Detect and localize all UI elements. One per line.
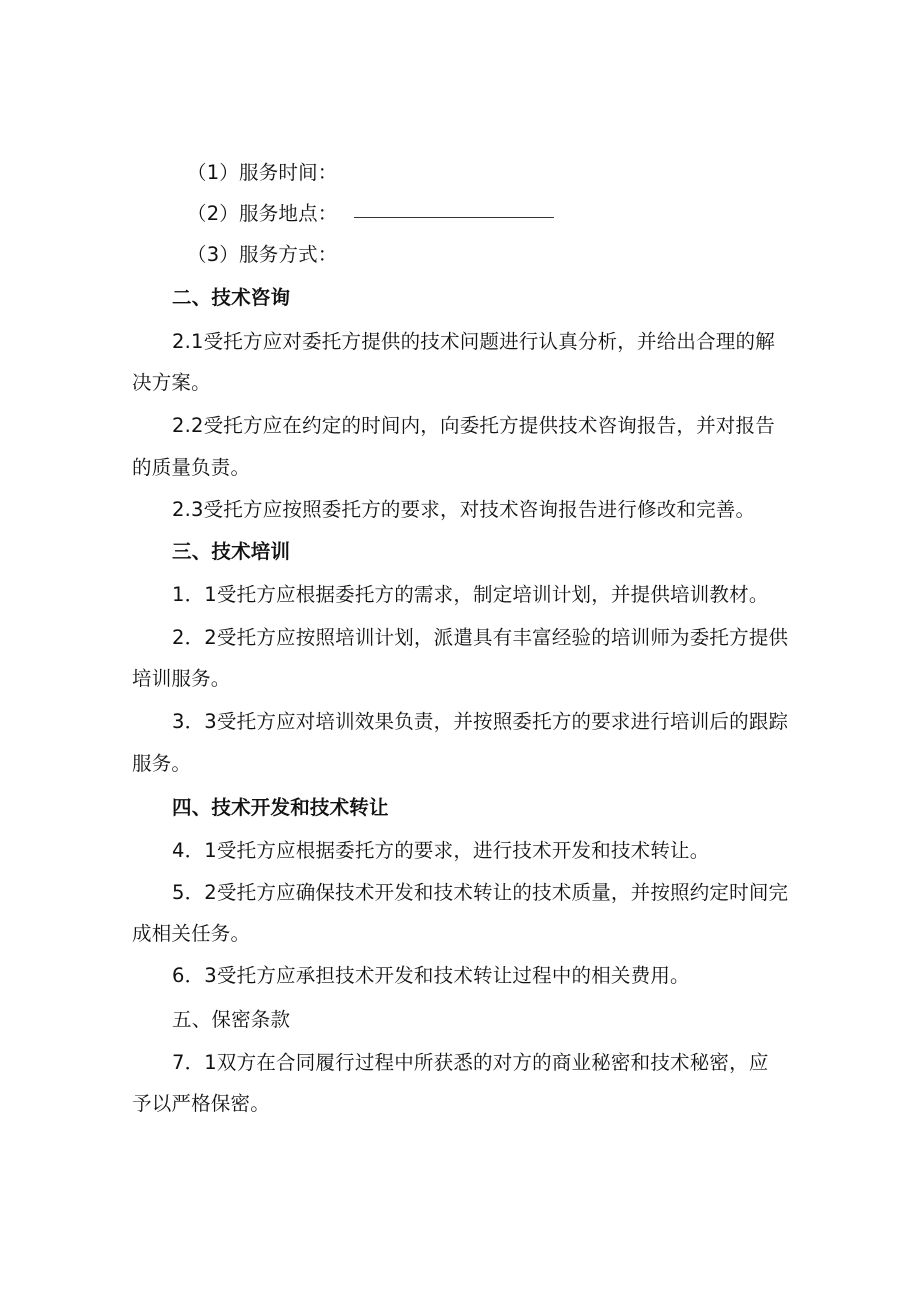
service-place-line bbox=[187, 201, 554, 227]
clause-3-3-line1: 3．3受托方应对培训效果负责，并按照委托方的要求进行培训后的跟踪 bbox=[172, 710, 789, 733]
clause-4-3-line1: 6．3受托方应承担技术开发和技术转让过程中的相关费用。 bbox=[172, 964, 690, 987]
service-method-label: （3）服务方式： bbox=[187, 243, 338, 266]
clause-3-1-line1: 1．1受托方应根据委托方的需求，制定培训计划，并提供培训教材。 bbox=[172, 583, 769, 606]
clause-5-1-line1: 7．1双方在合同履行过程中所获悉的对方的商业秘密和技术秘密，应 bbox=[172, 1051, 769, 1074]
clause-4-1-line1: 4．1受托方应根据委托方的要求，进行技术开发和技术转让。 bbox=[172, 839, 710, 862]
clause-3-2-line1: 2．2受托方应按照培训计划，派遣具有丰富经验的培训师为委托方提供 bbox=[172, 626, 789, 649]
service-time-line bbox=[187, 160, 338, 186]
service-method-line bbox=[187, 242, 338, 268]
clause-2-1-line2: 决方案。 bbox=[132, 371, 211, 394]
clause-2-2-line1: 2.2受托方应在约定的时间内，向委托方提供技术咨询报告，并对报告 bbox=[172, 414, 775, 437]
clause-2-2-line2: 的质量负责。 bbox=[132, 456, 251, 479]
service-time-label: （1）服务时间： bbox=[187, 161, 338, 184]
section-5-heading: 五、保密条款 bbox=[172, 1008, 291, 1031]
clause-5-1-line2: 予以严格保密。 bbox=[132, 1092, 270, 1115]
service-place-label: （2）服务地点： bbox=[187, 202, 338, 225]
clause-3-2-line2: 培训服务。 bbox=[132, 667, 231, 690]
section-3-heading: 三、技术培训 bbox=[172, 540, 291, 563]
clause-4-2-line2: 成相关任务。 bbox=[132, 922, 251, 945]
service-place-blank bbox=[354, 216, 554, 218]
section-2-heading: 二、技术咨询 bbox=[172, 286, 291, 309]
clause-2-3-line1: 2.3受托方应按照委托方的要求，对技术咨询报告进行修改和完善。 bbox=[172, 498, 756, 521]
section-4-heading: 四、技术开发和技术转让 bbox=[172, 796, 389, 819]
clause-3-3-line2: 服务。 bbox=[132, 752, 192, 775]
clause-4-2-line1: 5．2受托方应确保技术开发和技术转让的技术质量，并按照约定时间完 bbox=[172, 881, 789, 904]
clause-2-1-line1: 2.1受托方应对委托方提供的技术问题进行认真分析，并给出合理的解 bbox=[172, 330, 775, 353]
